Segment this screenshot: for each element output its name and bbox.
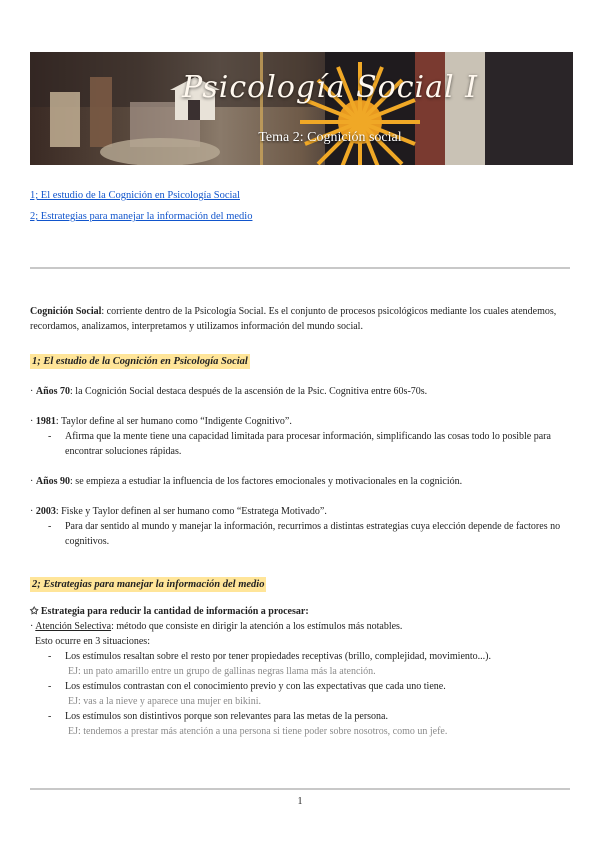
situation-example: EJ: vas a la nieve y aparece una mujer en bikini. <box>68 696 261 707</box>
timeline-item: · Años 70: la Cognición Social destaca después de la ascensión de la Psic. Cognitiva entre 60s-70s. <box>30 386 428 397</box>
page-number: 1 <box>297 796 303 807</box>
timeline-item: · 1981: Taylor define al ser humano como “Indigente Cognitivo”. <box>30 416 292 427</box>
document-subtitle: Tema 2: Cognición social <box>258 130 402 145</box>
section-1-heading: 1; El estudio de la Cognición en Psicología Social <box>32 356 248 367</box>
timeline-item: · 2003: Fiske y Taylor definen al ser humano como “Estratega Motivado”. <box>30 506 327 517</box>
intro-text: : corriente dentro de la Psicología Social. Es el conjunto de procesos psicológicos mediante los cuales atendemos, recordamos, analizamos, interpretamos y utilizamos información del mundo social. <box>30 306 557 332</box>
intro-term: Cognición Social <box>30 306 102 317</box>
divider <box>30 267 570 269</box>
intro-paragraph <box>30 304 575 334</box>
situation-item: - Los estímulos son distintivos porque son relevantes para las metas de la persona. <box>30 709 575 724</box>
toc-link-section-1[interactable]: 1; El estudio de la Cognición en Psicología Social <box>30 190 240 201</box>
banner-painting <box>30 52 573 165</box>
timeline-item: · Años 90: se empieza a estudiar la influencia de los factores emocionales y motivacionales en la cognición. <box>30 476 463 487</box>
timeline-item-detail: - Para dar sentido al mundo y manejar la información, recurrimos a distintas estrategias cuya elección depende de factores no cognitivos. <box>30 519 575 549</box>
strategy-title: ✩ Estrategia para reducir la cantidad de información a procesar: <box>30 606 309 617</box>
situation-item: - Los estímulos contrastan con el conocimiento previo y con las expectativas que cada uno tiene. <box>30 679 575 694</box>
star-icon: ✩ <box>30 606 39 617</box>
situation-example: EJ: tendemos a prestar más atención a una persona si tiene poder sobre nosotros, como un jefe. <box>68 726 448 737</box>
section-2-heading: 2; Estrategias para manejar la información del medio <box>32 579 265 590</box>
document-title: Psicología Social I <box>182 70 478 105</box>
attention-definition: · Atención Selectiva: método que consiste en dirigir la atención a los estímulos más notables. <box>30 621 403 632</box>
situation-example: EJ: un pato amarillo entre un grupo de gallinas negras llama más la atención. <box>68 666 376 677</box>
situations-intro: Esto ocurre en 3 situaciones: <box>35 636 150 647</box>
situation-item: - Los estímulos resaltan sobre el resto por tener propiedades receptivas (brillo, complejidad, movimiento...). <box>30 649 575 664</box>
toc-link-section-2[interactable]: 2; Estrategias para manejar la información del medio <box>30 211 253 222</box>
header-banner <box>30 52 573 165</box>
table-of-contents <box>30 190 252 232</box>
document-body <box>30 304 575 739</box>
footer-divider <box>30 788 570 790</box>
timeline-item-detail: - Afirma que la mente tiene una capacidad limitada para procesar información, simplificando las cosas todo lo posible para encontrar soluciones rápidas. <box>30 429 575 459</box>
